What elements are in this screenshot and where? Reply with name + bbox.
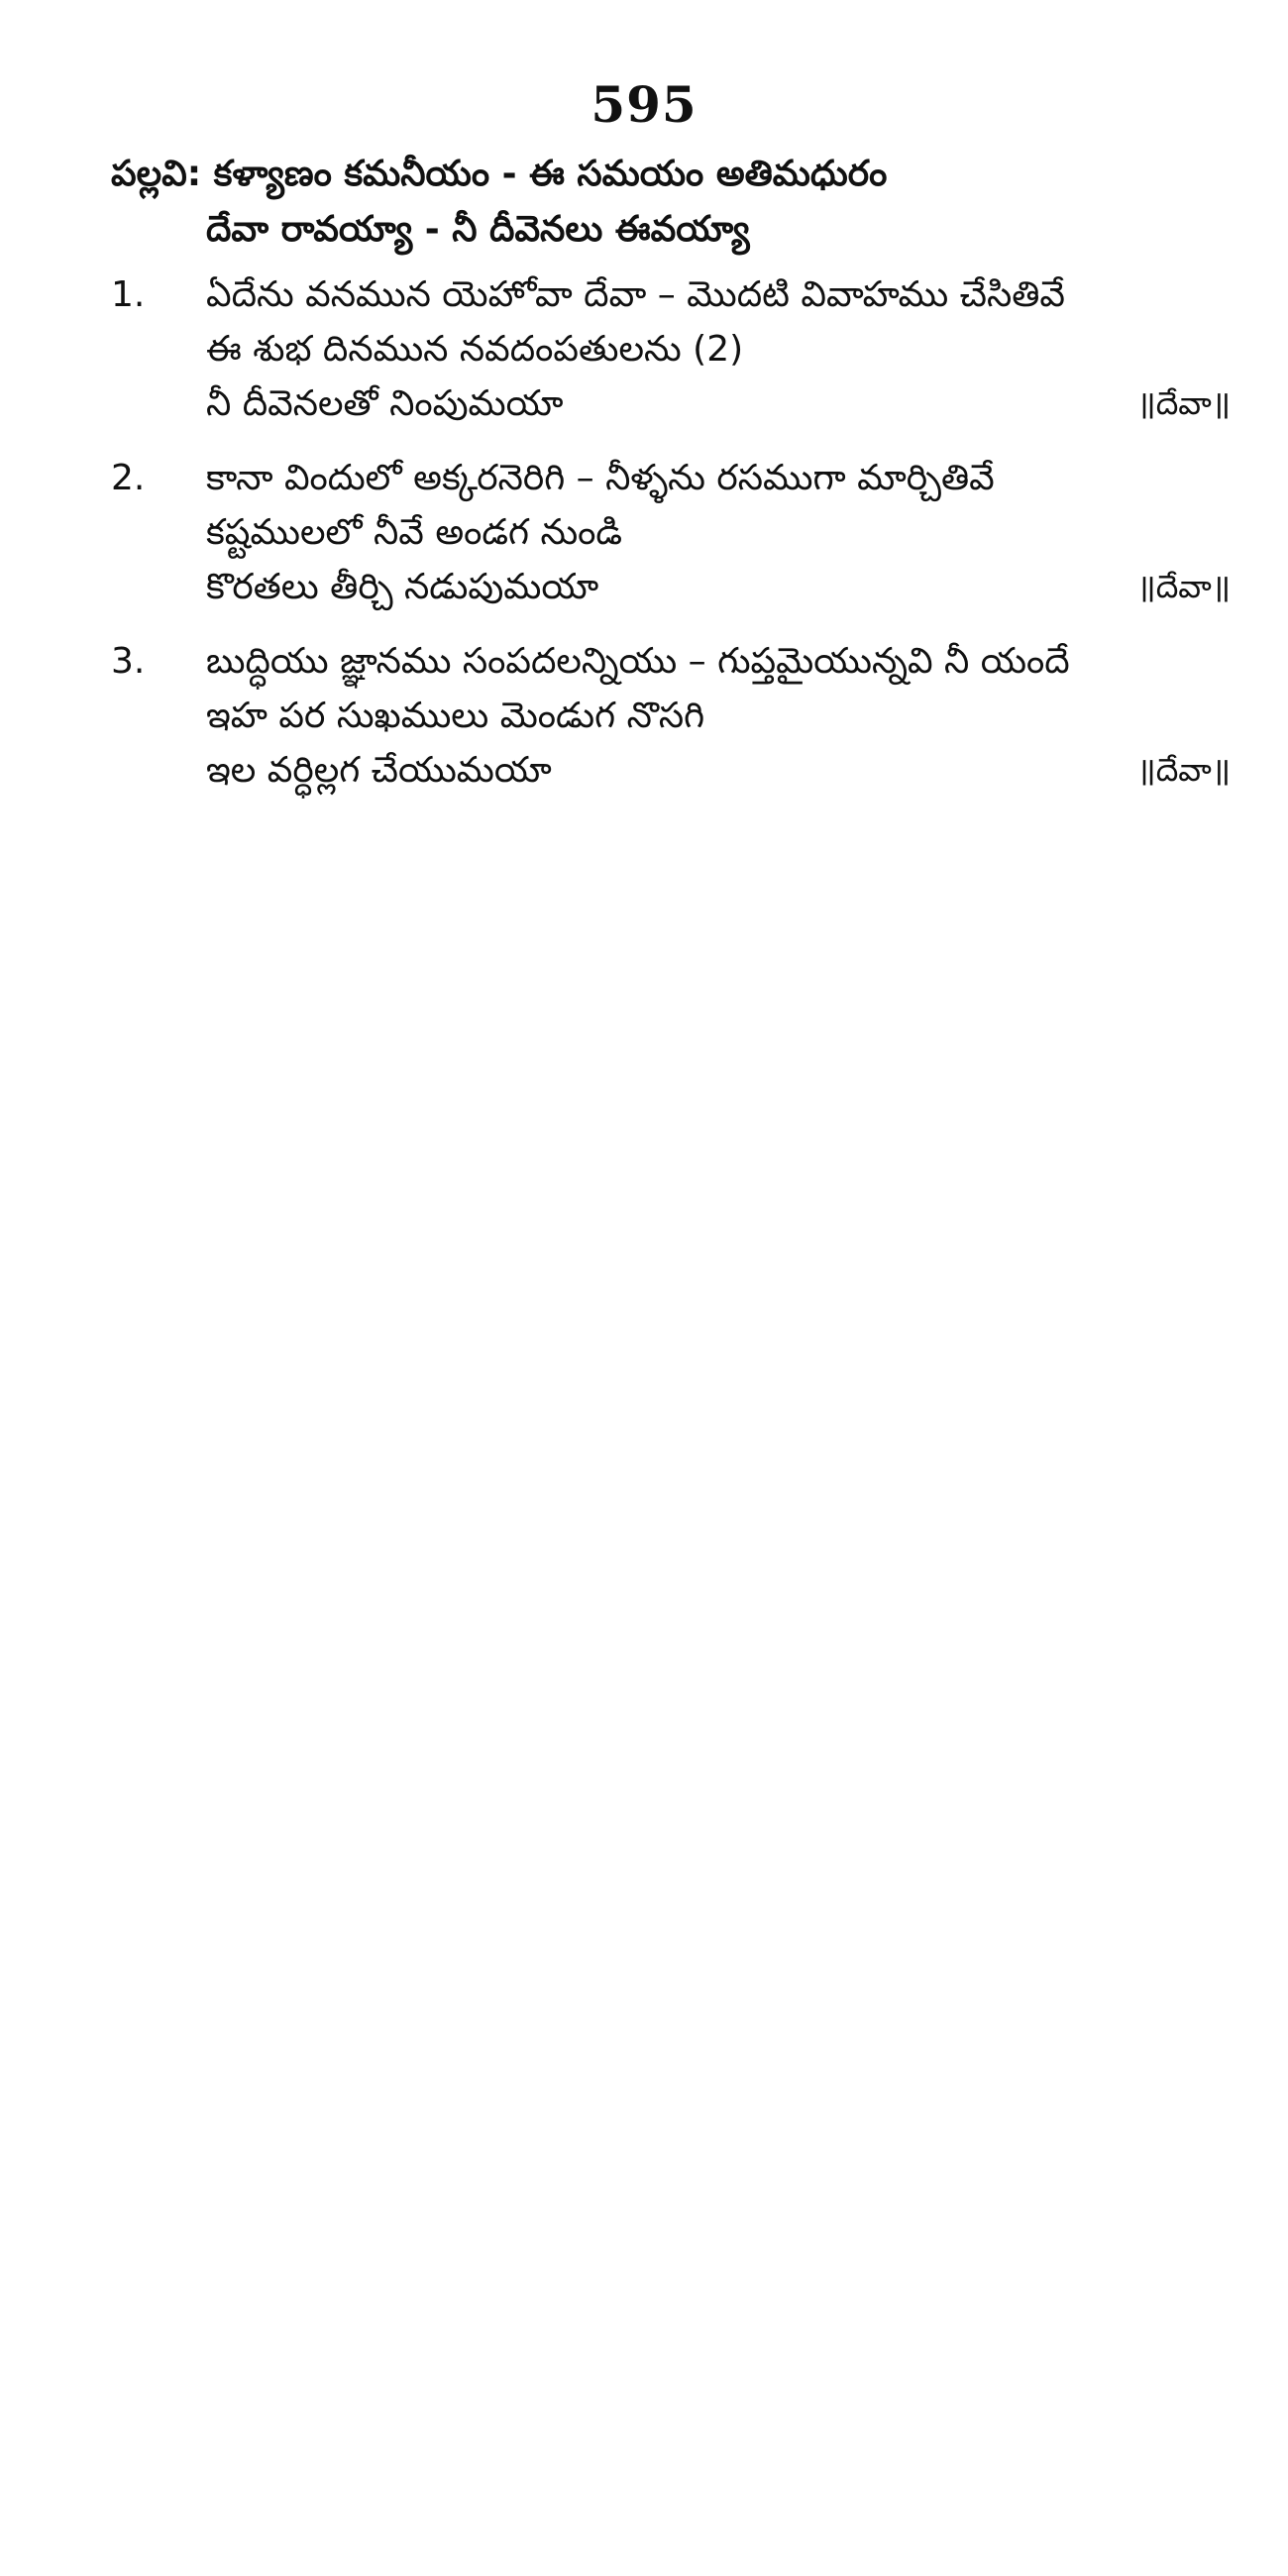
stanza-line-text: ఇల వర్ధిల్లగ చేయుమయా xyxy=(206,750,552,791)
stanza-line: కానా విందులో అక్కరనెరిగి – నీళ్ళను రసముగా మార్చితివే xyxy=(206,458,995,498)
pallavi-line-1: పల్లవి: కళ్యాణం కమనీయం - ఈ సమయం అతిమధురం xyxy=(111,154,888,194)
stanza-number: 2. xyxy=(111,458,146,498)
stanza-lines xyxy=(206,634,1231,798)
stanza-line: ఇహ పర సుఖములు మెండుగ నొసగి xyxy=(206,696,705,736)
stanza-line-last xyxy=(206,560,1231,614)
stanza-line: ఏదేను వనమున యెహోవా దేవా – మొదటి వివాహము చేసితివే xyxy=(206,274,1066,315)
pallavi xyxy=(111,147,1231,258)
pallavi-line-2: దేవా రావయ్యా - నీ దీవెనలు ఈవయ్యా xyxy=(206,209,750,250)
refrain-marker: ॥దేవా॥ xyxy=(1136,568,1231,605)
stanza-number: 3. xyxy=(111,641,146,682)
stanza-line-last xyxy=(206,376,1231,431)
stanza-lines xyxy=(206,451,1231,614)
refrain-marker: ॥దేవా॥ xyxy=(1136,384,1231,422)
stanza-number: 1. xyxy=(111,274,146,315)
song-number: 595 xyxy=(590,75,698,134)
refrain-marker: ॥దేవా॥ xyxy=(1136,751,1231,789)
stanza-line: ఈ శుభ దినమున నవదంపతులను (2) xyxy=(206,329,744,370)
stanza-line-text: నీ దీవెనలతో నింపుమయా xyxy=(206,383,564,424)
stanza-lines xyxy=(206,268,1231,431)
stanza-line-last xyxy=(206,743,1231,798)
stanza-line-text: కొరతలు తీర్చి నడుపుమయా xyxy=(206,567,599,607)
stanza-line: బుద్ధియు జ్ఞానము సంపదలన్నియు – గుప్తమైయున్నవి నీ యందే xyxy=(206,641,1070,682)
stanza-line: కష్టములలో నీవే అండగ నుండి xyxy=(206,512,623,553)
